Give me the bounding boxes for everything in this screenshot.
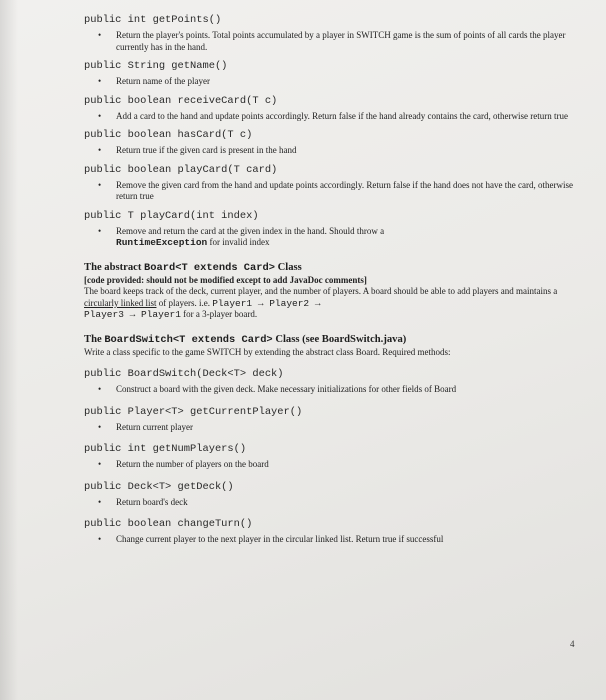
bullet-icon: • <box>98 76 102 86</box>
method-signature-receivecard: public boolean receiveCard(T c) <box>84 94 278 107</box>
method-signature-playcard: public boolean playCard(T card) <box>84 163 278 176</box>
bullet-icon: • <box>98 30 102 40</box>
method-signature-hascard: public boolean hasCard(T c) <box>84 129 253 141</box>
method-signature-constructor: public BoardSwitch(Deck<T> deck) <box>84 368 284 380</box>
page-shadow <box>0 0 18 700</box>
bullet-icon: • <box>98 145 102 155</box>
method-description: • Return the number of players on the board <box>98 459 269 469</box>
method-description: • Return name of the player <box>98 76 210 86</box>
method-description: • Remove and return the card at the given index in the hand. Should throw a RuntimeException for invalid index <box>98 225 385 248</box>
board-note: [code provided: should not be modified except to add JavaDoc comments] <box>84 274 367 285</box>
method-signature-getpoints: public int getPoints() <box>84 14 222 26</box>
method-description: • Return the player's points. Total points accumulated by a player in SWITCH game is the sum of points of all cards the player currently has in the hand. <box>98 30 566 52</box>
board-class-heading: The abstract Board<T extends Card> Class <box>84 261 302 274</box>
method-signature-changeturn: public boolean changeTurn() <box>84 518 253 530</box>
method-description: • Return board's deck <box>98 496 188 507</box>
method-signature-getname: public String getName() <box>84 60 228 72</box>
method-description: • Construct a board with the given deck. Make necessary initializations for other fields of Board <box>98 384 457 394</box>
boardswitch-description: Write a class specific to the game SWITCH by extending the abstract class Board. Required methods: <box>84 346 451 357</box>
document-content <box>84 14 584 546</box>
method-description: • Add a card to the hand and update points accordingly. Return false if the hand already contains the card, otherwise return true <box>98 110 569 121</box>
method-description: • Change current player to the next player in the circular linked list. Return true if successful <box>98 534 444 544</box>
bullet-icon: • <box>98 459 102 469</box>
bullet-icon: • <box>98 496 102 507</box>
method-signature-getdeck: public Deck<T> getDeck() <box>84 480 234 493</box>
method-description: • Return true if the given card is present in the hand <box>98 145 297 155</box>
method-signature-getcurrentplayer: public Player<T> getCurrentPlayer() <box>84 405 303 418</box>
bullet-icon: • <box>98 225 102 236</box>
bullet-icon: • <box>98 110 102 121</box>
exception-name: RuntimeException <box>116 237 208 248</box>
board-description: The board keeps track of the deck, current player, and the number of players. A board should be able to add players and maintains a circularly linked list of players. i.e. Player1 → Player2 → Player3 → Player1 for a 3-player board. <box>84 286 558 320</box>
bullet-icon: • <box>98 421 102 432</box>
bullet-icon: • <box>98 534 102 544</box>
boardswitch-class-heading: The BoardSwitch<T extends Card> Class (see BoardSwitch.java) <box>84 333 407 346</box>
page-number: 4 <box>570 639 575 649</box>
method-signature-getnumplayers: public int getNumPlayers() <box>84 443 247 455</box>
bullet-icon: • <box>98 179 102 190</box>
bullet-icon: • <box>98 384 102 394</box>
method-description: • Remove the given card from the hand and update points accordingly. Return false if the hand does not have the card, otherwise return true <box>98 179 574 201</box>
method-description: • Return current player <box>98 421 193 432</box>
method-signature-playcard-index: public T playCard(int index) <box>84 209 259 222</box>
